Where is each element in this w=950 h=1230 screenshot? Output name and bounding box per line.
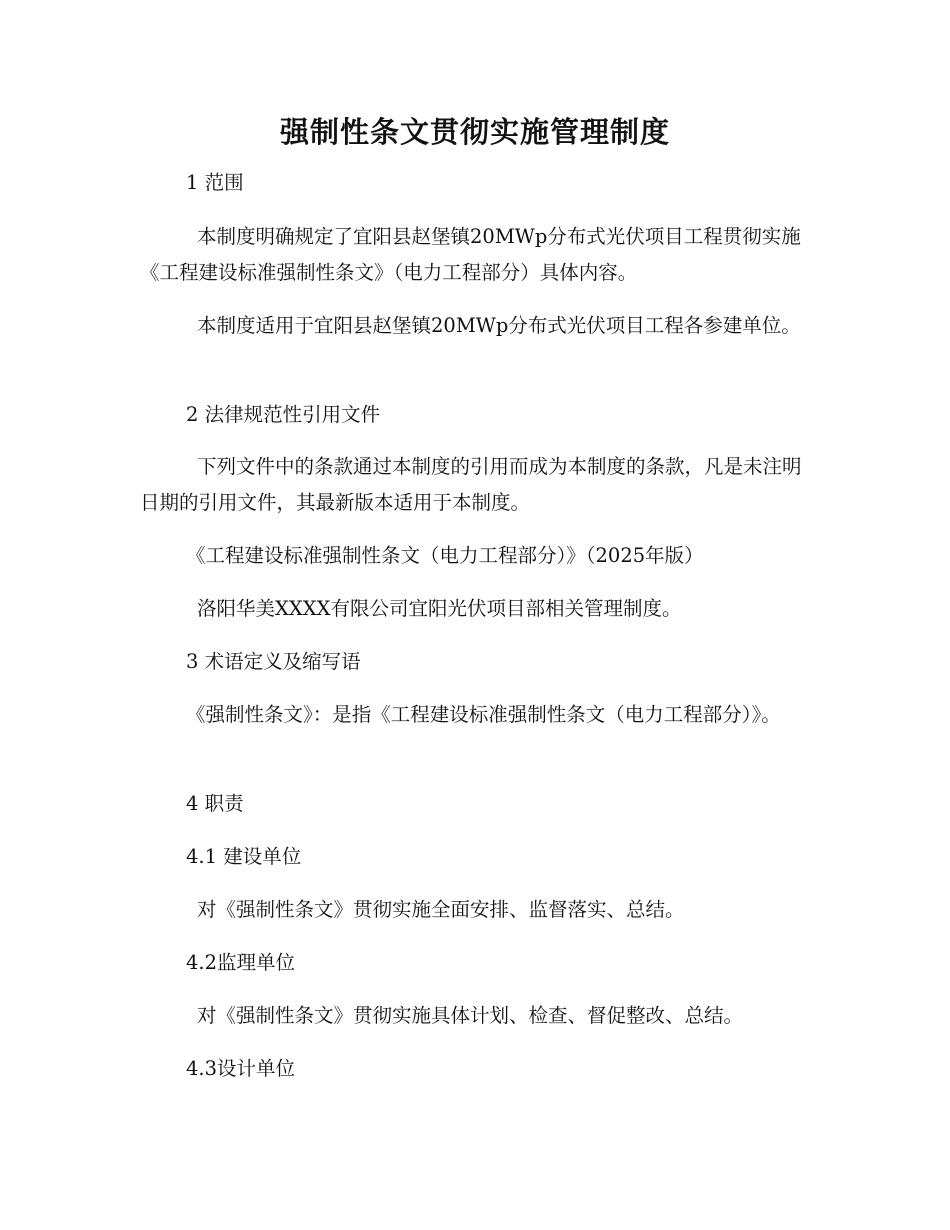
section-4-1-text: 对《强制性条文》贯彻实施全面安排、监督落实、总结。 xyxy=(197,898,685,921)
section-3-heading: 3 术语定义及缩写语 xyxy=(186,650,361,673)
section-4-3-heading: 4.3设计单位 xyxy=(186,1057,296,1080)
section-2-heading: 2 法律规范性引用文件 xyxy=(186,403,381,426)
section-1-paragraph-1: 本制度明确规定了宜阳县赵堡镇20MWp分布式光伏项目工程贯彻实施《工程建设标准强制性条文》（电力工程部分）具体内容。 xyxy=(140,225,801,284)
section-2-reference-2: 洛阳华美XXXX有限公司宜阳光伏项目部相关管理制度。 xyxy=(197,597,682,620)
section-1-heading: 1 范围 xyxy=(186,171,244,194)
section-2-reference-1: 《工程建设标准强制性条文（电力工程部分）》（2025年版） xyxy=(186,544,704,567)
section-4-2-heading: 4.2监理单位 xyxy=(186,951,296,974)
document-title: 强制性条文贯彻实施管理制度 xyxy=(279,115,670,149)
section-4-2-text: 对《强制性条文》贯彻实施具体计划、检查、督促整改、总结。 xyxy=(197,1004,744,1027)
section-2-paragraph-1: 下列文件中的条款通过本制度的引用而成为本制度的条款，凡是未注明日期的引用文件，其最新版本适用于本制度。 xyxy=(140,455,802,514)
section-3-paragraph-1: 《强制性条文》：是指《工程建设标准强制性条文（电力工程部分）》。 xyxy=(186,703,781,726)
section-4-heading: 4 职责 xyxy=(186,792,244,815)
section-1-paragraph-2: 本制度适用于宜阳县赵堡镇20MWp分布式光伏项目工程各参建单位。 xyxy=(197,314,801,337)
section-4-1-heading: 4.1 建设单位 xyxy=(186,845,302,868)
